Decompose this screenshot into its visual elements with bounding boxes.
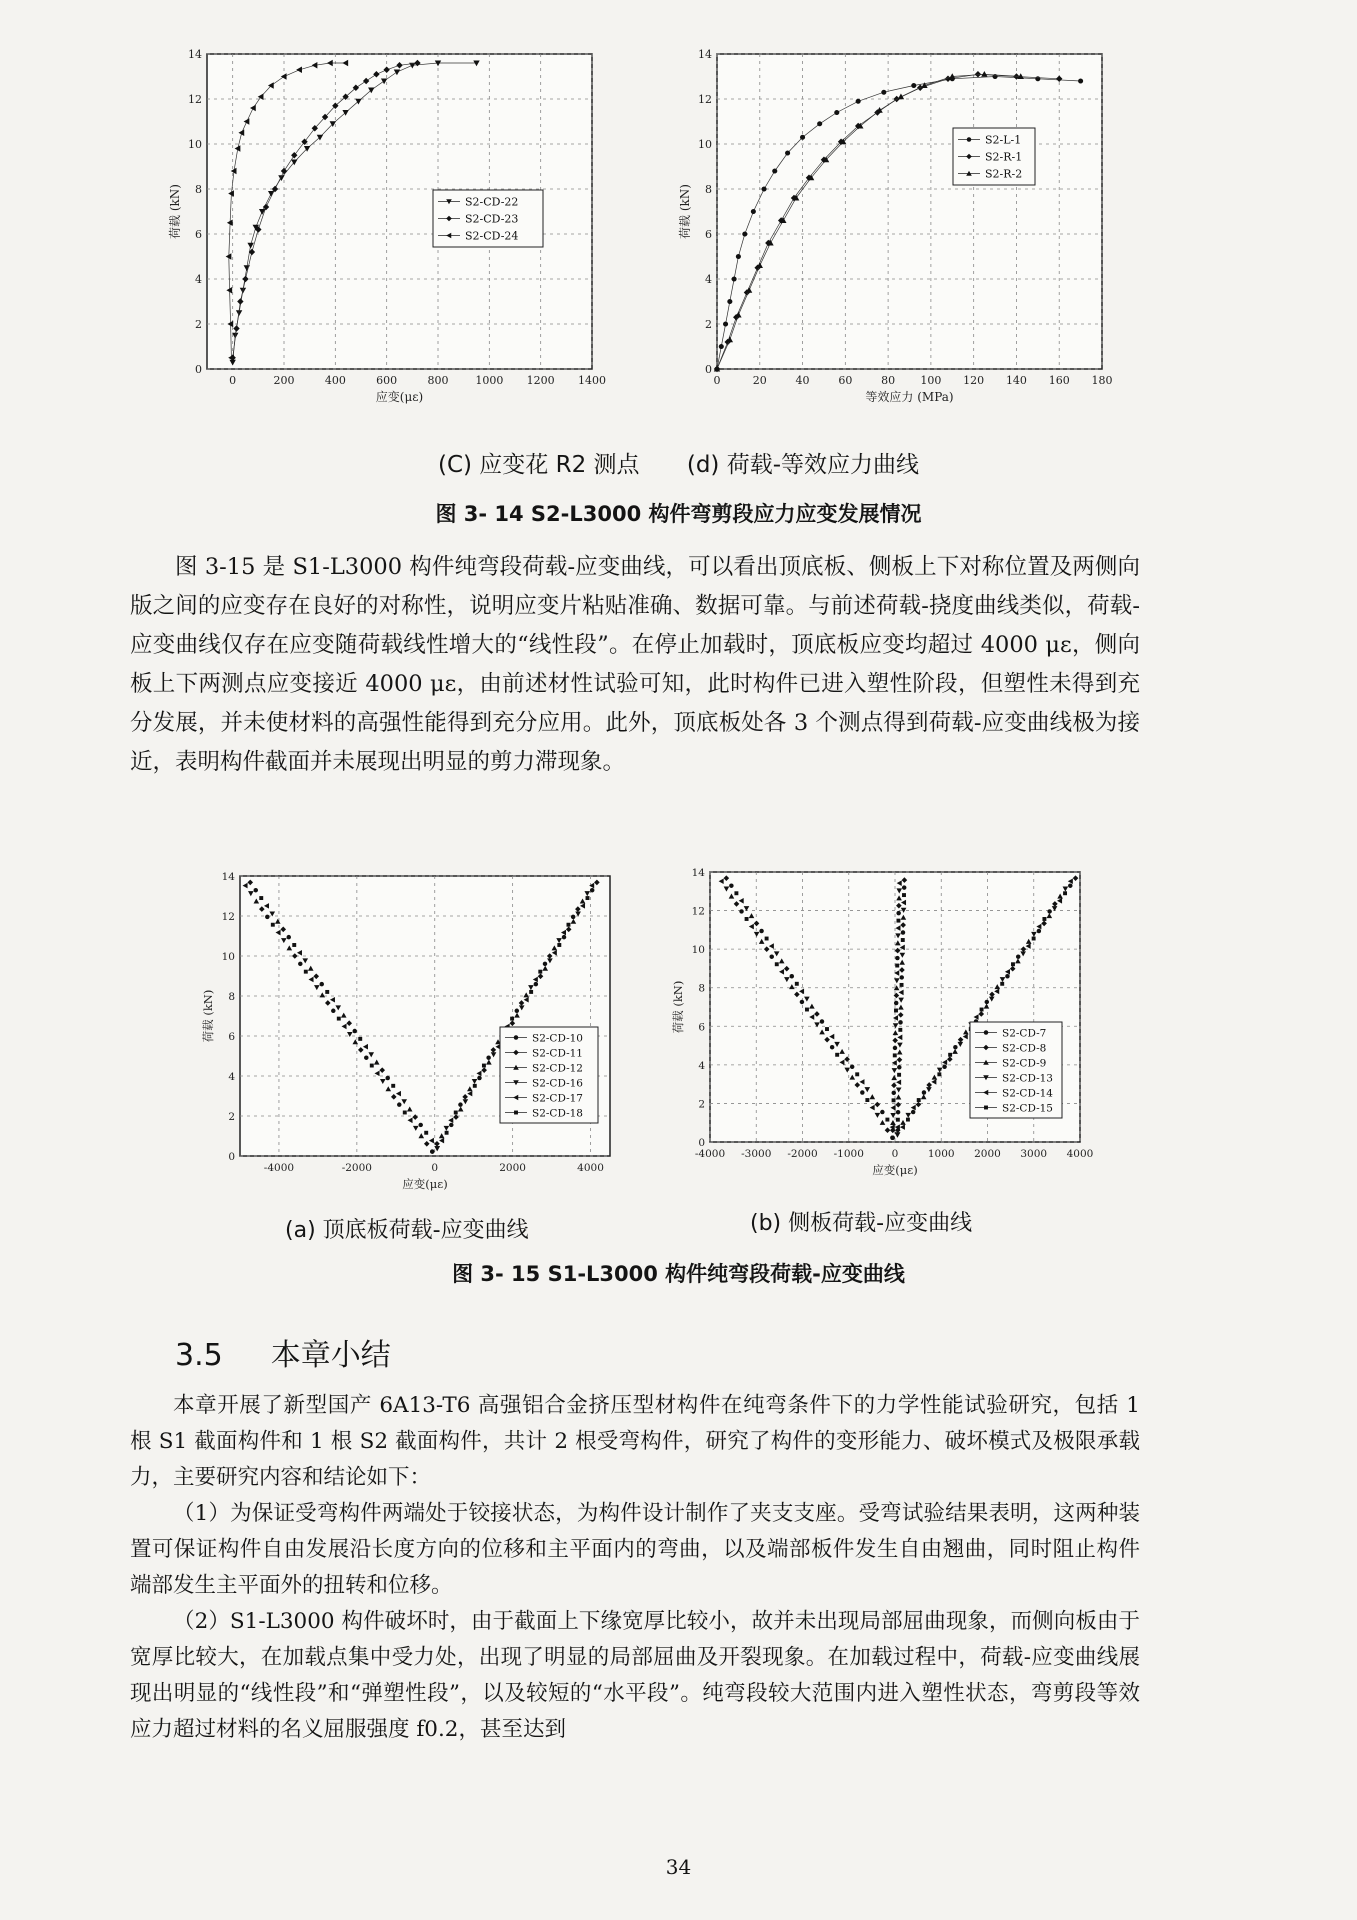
- chart-b-svg: [670, 858, 1094, 1178]
- chart-a-ytick-7: 14: [221, 871, 235, 883]
- chart-a-xtick-3: 2000: [499, 1162, 526, 1174]
- chart-d-ylabel: 荷载 (kN): [678, 184, 692, 239]
- chart-a-point-0-6-0: [397, 1102, 401, 1106]
- chart-d-legend-entry-0: S2-L-1: [985, 133, 1022, 147]
- chart-d-xtick-0: 0: [713, 374, 721, 387]
- chart-d-legend-marker-0: [967, 137, 971, 141]
- chart-b-point-1-29-0: [1042, 917, 1046, 921]
- chart-b-point-2-9-1: [897, 1065, 901, 1069]
- chart-b-point-0-23-0: [775, 962, 779, 966]
- chart-a: [200, 862, 620, 1192]
- chart-a-point-1-20-1: [529, 990, 533, 994]
- chart-a-point-1-6-0: [458, 1102, 462, 1106]
- subcaption-c: (C) 应变花 R2 测点: [437, 452, 640, 478]
- chart-b: [670, 858, 1094, 1178]
- chart-b-legend-entry-3: S2-CD-13: [1002, 1072, 1053, 1085]
- chart-a-xtick-4: 4000: [577, 1162, 604, 1174]
- chart-d-xtick-7: 140: [1005, 374, 1027, 387]
- chart-a-legend: [500, 1027, 598, 1123]
- section-heading: [175, 1330, 391, 1374]
- chart-d-ytick-2: 4: [705, 273, 712, 286]
- chart-b-point-0-14-1: [825, 1027, 829, 1031]
- chart-d-ytick-0: 0: [705, 363, 712, 376]
- chart-a-point-1-27-1: [562, 935, 566, 939]
- chart-a-point-1-3-1: [449, 1123, 453, 1127]
- chart-d-point-0-6: [742, 231, 747, 236]
- chart-d-ytick-7: 14: [698, 48, 712, 61]
- chart-a-ytick-6: 12: [221, 911, 235, 923]
- chart-b-ytick-0: 0: [698, 1137, 705, 1149]
- chart-b-ytick-3: 6: [698, 1021, 705, 1034]
- chart-c-legend: [433, 190, 543, 247]
- chart-d-frame: [717, 54, 1102, 369]
- chart-a-point-0-24-0: [298, 962, 302, 966]
- chart-a-point-0-20-1: [325, 990, 329, 994]
- chart-b-point-0-11-0: [835, 1053, 839, 1057]
- chart-b-point-1-32-1: [1063, 891, 1067, 895]
- chart-a-legend-entry-0: S2-CD-10: [532, 1032, 583, 1045]
- chart-d-point-0-16: [911, 83, 916, 88]
- chart-b-legend-entry-5: S2-CD-15: [1002, 1102, 1053, 1115]
- section-number: 3.5: [175, 1338, 223, 1373]
- chart-b-point-2-18-0: [894, 1001, 898, 1005]
- chart-d: [675, 40, 1115, 410]
- chart-d-point-0-2: [723, 321, 728, 326]
- paragraph-1: [130, 548, 1140, 782]
- paragraph-1-text: 图 3-15 是 S1-L3000 构件纯弯段荷载-应变曲线，可以看出顶底板、侧板上下对称位置及两侧向版之间的应变存在良好的对称性，说明应变片粘贴准确、数据可靠。与前述荷载-挠度曲线类似，荷载-应变曲线仅存在应变随荷载线性增大的“线性段”。在停止加载时，顶底板应变均超过 4000 με，侧向板上下两测点应变接近 4000 με，由前述材性试验可知，此时构件已进入塑性阶段，但塑性未得到充分发展，并未使材料的高强性能得到充分应用。此外，顶底板处各 3 个测点得到荷载-应变曲线极为接近，表明构件截面并未展现出明显的剪力滞现象。: [130, 554, 1140, 775]
- chart-a-ytick-1: 2: [228, 1111, 235, 1123]
- chart-a-xtick-2: 0: [431, 1162, 439, 1174]
- summary-paragraph-1: （1）为保证受弯构件两端处于铰接状态，为构件设计制作了夹支支座。受弯试验结果表明，这两种装置可保证构件自由发展沿长度方向的位移和主平面内的弯曲，以及端部板件发生自由翘曲，同时阻止构件端部发生主平面外的扭转和位移。: [130, 1501, 1140, 1598]
- chart-c: [165, 40, 605, 410]
- chart-a-point-1-29-0: [567, 923, 571, 927]
- chart-c-ylabel: 荷载 (kN): [168, 184, 182, 239]
- chart-b-legend-marker-5: [984, 1106, 988, 1110]
- chart-d-axes: [677, 48, 1113, 404]
- chart-d-ytick-3: 6: [705, 228, 712, 241]
- chart-a-ytick-5: 10: [221, 951, 235, 963]
- chart-a-point-1-18-0: [515, 1009, 519, 1013]
- figure-3-15-caption: 图 3- 15 S1-L3000 构件纯弯段荷载-应变曲线: [452, 1262, 905, 1286]
- chart-a-point-0-2-1: [424, 1131, 428, 1135]
- chart-a-point-0-8-1: [391, 1084, 395, 1088]
- chart-b-point-0-5-0: [865, 1098, 869, 1102]
- chart-d-point-0-8: [761, 186, 766, 191]
- chart-d-ytick-4: 8: [705, 183, 712, 196]
- chart-d-point-0-20: [1078, 78, 1083, 83]
- chart-c-xlabel: 应变(με): [375, 390, 424, 404]
- chart-b-point-2-6-0: [892, 1091, 896, 1095]
- chart-a-point-0-26-1: [292, 943, 296, 947]
- chart-a-point-0-18-0: [331, 1009, 335, 1013]
- chart-c-legend-entry-1: S2-CD-23: [465, 212, 519, 226]
- chart-a-legend-marker-0: [514, 1035, 518, 1039]
- chart-a-ytick-2: 4: [228, 1071, 235, 1083]
- chart-b-legend-entry-1: S2-CD-8: [1002, 1042, 1047, 1055]
- chart-a-ytick-0: 0: [228, 1151, 235, 1163]
- chart-b-point-2-24-0: [895, 956, 899, 960]
- chart-a-point-1-9-1: [477, 1076, 481, 1080]
- chart-b-xtick-1: -3000: [741, 1148, 772, 1160]
- chart-d-ytick-1: 2: [705, 318, 712, 331]
- chart-a-point-1-30-0: [571, 915, 575, 919]
- chart-b-point-0-12-0: [830, 1045, 834, 1049]
- chart-a-point-0-14-1: [358, 1037, 362, 1041]
- chart-b-point-0-2-1: [885, 1118, 889, 1122]
- summary-paragraph-2: （2）S1-L3000 构件破坏时，由于截面上下缘宽厚比较小，故并未出现局部屈曲现象，而侧向板由于宽厚比较大，在加载点集中受力处，出现了明显的局部屈曲及开裂现象。在加载过程中，荷载-应变曲线展现出明显的“线性段”和“弹塑性段”，以及较短的“水平段”。纯弯段较大范围内进入塑性状态，弯剪段等效应力超过材料的名义屈服强度 f0.2，甚至达到: [130, 1609, 1140, 1742]
- page-number: 34: [665, 1855, 692, 1879]
- chart-b-xtick-3: -1000: [833, 1148, 864, 1160]
- chart-b-point-2-15-1: [898, 1020, 902, 1024]
- chart-a-ytick-4: 8: [228, 991, 235, 1003]
- chart-d-point-0-19: [1035, 76, 1040, 81]
- chart-d-xtick-8: 160: [1048, 374, 1070, 387]
- chart-d-point-0-5: [736, 254, 741, 259]
- chart-b-point-2-11-0: [893, 1053, 897, 1057]
- chart-c-legend-entry-0: S2-CD-22: [465, 195, 519, 209]
- chart-a-point-1-26-1: [557, 943, 561, 947]
- chart-d-point-0-7: [751, 209, 756, 214]
- chart-a-point-0-32-1: [259, 896, 263, 900]
- chart-b-point-1-5-0: [917, 1098, 921, 1102]
- chart-a-legend-entry-3: S2-CD-16: [532, 1077, 583, 1090]
- chart-a-point-1-32-1: [586, 896, 590, 900]
- chart-b-point-2-5-0: [892, 1098, 896, 1102]
- fig14-subcaptions: [0, 446, 1357, 479]
- chart-c-ytick-7: 14: [188, 48, 202, 61]
- chart-a-point-0-12-0: [364, 1055, 368, 1059]
- chart-a-point-0-11-0: [370, 1064, 374, 1068]
- chart-b-point-1-27-1: [1037, 929, 1041, 933]
- chart-a-point-0-23-0: [304, 970, 308, 974]
- subcaption-a: (a) 顶底板荷载-应变曲线: [285, 1218, 529, 1243]
- chart-b-point-1-21-1: [1005, 974, 1009, 978]
- chart-b-point-2-2-1: [896, 1118, 900, 1122]
- chart-a-point-1-21-1: [534, 982, 538, 986]
- chart-b-xtick-4: 0: [891, 1148, 899, 1160]
- chart-b-point-2-14-1: [898, 1028, 902, 1032]
- chart-d-legend: [953, 128, 1035, 185]
- chart-b-legend-entry-4: S2-CD-14: [1002, 1087, 1053, 1100]
- chart-a-point-1-8-1: [473, 1084, 477, 1088]
- chart-d-xtick-3: 60: [838, 374, 853, 387]
- chart-b-point-1-17-0: [980, 1008, 984, 1012]
- chart-a-point-1-17-0: [510, 1017, 514, 1021]
- figure-3-14-caption: 图 3- 14 S2-L3000 构件弯剪段应力应变发展情况: [435, 502, 922, 526]
- chart-c-ytick-5: 10: [188, 138, 202, 151]
- chart-b-ytick-1: 2: [698, 1098, 705, 1111]
- chart-a-point-0-30-0: [265, 915, 269, 919]
- chart-b-point-1-6-0: [922, 1090, 926, 1094]
- chart-a-legend-entry-4: S2-CD-17: [532, 1092, 583, 1105]
- chart-b-point-2-12-0: [893, 1046, 897, 1050]
- chart-b-point-2-8-1: [897, 1073, 901, 1077]
- chart-a-point-0-21-1: [319, 982, 323, 986]
- chart-a-legend-entry-1: S2-CD-11: [532, 1047, 583, 1060]
- chart-b-point-2-32-1: [902, 893, 906, 897]
- chart-b-point-0-15-1: [820, 1019, 824, 1023]
- chart-b-point-1-9-1: [942, 1065, 946, 1069]
- chart-a-point-0-17-0: [337, 1017, 341, 1021]
- chart-d-point-0-10: [785, 150, 790, 155]
- chart-d-point-0-4: [732, 276, 737, 281]
- chart-c-ytick-2: 4: [195, 273, 202, 286]
- chart-b-xlabel: 应变(με): [872, 1163, 918, 1177]
- chart-c-ytick-1: 2: [195, 318, 202, 331]
- chart-b-point-1-3-1: [911, 1110, 915, 1114]
- chart-a-legend-entry-2: S2-CD-12: [532, 1062, 583, 1075]
- chart-b-point-1-33-1: [1068, 883, 1072, 887]
- chart-a-xtick-0: -4000: [263, 1162, 295, 1174]
- chart-c-ytick-0: 0: [195, 363, 202, 376]
- chart-b-point-2-29-0: [896, 919, 900, 923]
- chart-d-xlabel: 等效应力 (MPa): [865, 390, 954, 404]
- chart-c-xtick-7: 1400: [578, 374, 606, 387]
- chart-c-ytick-6: 12: [188, 93, 202, 106]
- chart-b-ytick-2: 4: [698, 1059, 705, 1072]
- chart-b-point-0-24-0: [769, 954, 773, 958]
- chart-b-point-0-17-0: [805, 1008, 809, 1012]
- chart-b-point-2-20-1: [900, 983, 904, 987]
- chart-c-svg: [165, 40, 605, 410]
- chart-c-xtick-4: 800: [427, 374, 449, 387]
- chart-b-xtick-7: 3000: [1020, 1148, 1048, 1160]
- chart-d-point-0-9: [772, 168, 777, 173]
- chart-b-point-2-23-0: [895, 964, 899, 968]
- chart-b-point-0-6-0: [860, 1090, 864, 1094]
- chart-b-point-0-27-1: [759, 929, 763, 933]
- chart-d-xtick-4: 80: [881, 374, 896, 387]
- chart-b-legend-entry-2: S2-CD-9: [1002, 1057, 1047, 1070]
- chart-a-point-0-27-1: [287, 935, 291, 939]
- chart-b-legend-entry-0: S2-CD-7: [1002, 1027, 1047, 1040]
- chart-c-ytick-4: 8: [195, 183, 202, 196]
- chart-b-point-0-21-1: [790, 974, 794, 978]
- chart-b-point-0-30-0: [739, 909, 743, 913]
- chart-b-point-2-3-1: [896, 1110, 900, 1114]
- chart-b-point-1-2-1: [906, 1118, 910, 1122]
- chart-d-point-0-12: [817, 121, 822, 126]
- chart-b-ytick-7: 14: [691, 867, 705, 879]
- chart-b-ytick-4: 8: [698, 982, 705, 995]
- chart-b-point-2-0-0: [890, 1136, 894, 1140]
- chart-d-ytick-5: 10: [698, 138, 712, 151]
- chart-b-xtick-5: 1000: [927, 1148, 955, 1160]
- chart-a-point-1-12-0: [486, 1055, 490, 1059]
- chart-b-point-0-33-1: [729, 883, 733, 887]
- chart-a-point-1-23-0: [538, 970, 542, 974]
- chart-d-point-0-13: [834, 110, 839, 115]
- chart-d-legend-entry-1: S2-R-1: [985, 150, 1023, 164]
- chart-b-point-1-12-0: [953, 1045, 957, 1049]
- chart-b-point-2-26-1: [901, 938, 905, 942]
- chart-b-legend: [970, 1022, 1062, 1118]
- chart-a-point-0-33-1: [254, 888, 258, 892]
- chart-b-point-2-33-1: [902, 885, 906, 889]
- chart-b-point-0-26-1: [765, 937, 769, 941]
- chart-b-point-0-32-1: [734, 891, 738, 895]
- chart-a-point-1-24-0: [543, 962, 547, 966]
- chart-b-point-1-30-0: [1047, 909, 1051, 913]
- chart-d-xtick-2: 40: [795, 374, 810, 387]
- chart-c-xtick-6: 1200: [526, 374, 555, 387]
- chart-a-point-1-5-0: [454, 1111, 458, 1115]
- chart-c-xtick-1: 200: [273, 374, 295, 387]
- chart-d-point-0-11: [800, 135, 805, 140]
- chart-b-point-2-21-1: [900, 975, 904, 979]
- chart-d-ytick-6: 12: [698, 93, 712, 106]
- chart-b-legend-marker-0: [984, 1030, 988, 1034]
- chart-b-point-2-17-0: [894, 1009, 898, 1013]
- section-title: 本章小结: [270, 1338, 391, 1373]
- chart-a-xtick-1: -2000: [341, 1162, 372, 1174]
- chart-b-point-0-8-1: [855, 1072, 859, 1076]
- chart-c-legend-entry-2: S2-CD-24: [465, 229, 519, 243]
- chart-a-ytick-3: 6: [228, 1031, 235, 1043]
- chart-b-point-0-20-1: [795, 982, 799, 986]
- chart-a-point-1-2-1: [445, 1131, 449, 1135]
- chart-a-point-0-3-1: [418, 1123, 422, 1127]
- chart-a-xlabel: 应变(με): [402, 1177, 448, 1191]
- subcaption-b: (b) 侧板荷载-应变曲线: [750, 1211, 973, 1236]
- chart-a-legend-marker-5: [514, 1111, 518, 1115]
- chart-b-point-0-9-1: [850, 1065, 854, 1069]
- chart-a-svg: [200, 862, 620, 1192]
- chart-b-point-1-18-0: [985, 1000, 989, 1004]
- chart-d-svg: [675, 40, 1115, 410]
- chart-c-xtick-0: 0: [229, 374, 237, 387]
- chart-c-ytick-3: 6: [195, 228, 202, 241]
- chart-a-ylabel: 荷载 (kN): [201, 989, 215, 1043]
- chart-c-xtick-2: 400: [324, 374, 346, 387]
- chart-d-xtick-6: 120: [963, 374, 985, 387]
- chart-b-point-2-27-1: [901, 930, 905, 934]
- chart-d-xtick-5: 100: [920, 374, 942, 387]
- chart-b-point-2-30-0: [896, 911, 900, 915]
- chart-b-xtick-2: -2000: [787, 1148, 818, 1160]
- chart-d-point-0-1: [719, 344, 724, 349]
- chart-c-xtick-3: 600: [376, 374, 398, 387]
- summary-paragraph-0: 本章开展了新型国产 6A13-T6 高强铝合金挤压型材构件在纯弯条件下的力学性能试验研究，包括 1 根 S1 截面构件和 1 根 S2 截面构件，共计 2 根受弯构件，研究了构件的变形能力、破坏模式及极限承载力，主要研究内容和结论如下：: [130, 1393, 1140, 1490]
- subcaption-d: (d) 荷载-等效应力曲线: [686, 452, 920, 478]
- chart-b-xtick-8: 4000: [1066, 1148, 1094, 1160]
- chart-a-point-0-5-0: [403, 1111, 407, 1115]
- chart-b-point-1-24-0: [1016, 954, 1020, 958]
- chart-b-xtick-6: 2000: [974, 1148, 1001, 1160]
- chart-b-point-1-23-0: [1011, 962, 1015, 966]
- chart-a-point-0-29-0: [271, 923, 275, 927]
- chart-a-point-1-0-0: [430, 1149, 434, 1153]
- chart-d-point-0-14: [856, 99, 861, 104]
- chart-c-xtick-5: 1000: [475, 374, 504, 387]
- chart-b-point-1-26-1: [1032, 937, 1036, 941]
- chart-d-xtick-1: 20: [752, 374, 767, 387]
- chart-b-point-0-18-0: [800, 1000, 804, 1004]
- chart-d-point-0-15: [881, 90, 886, 95]
- chart-b-ytick-5: 10: [691, 944, 705, 957]
- chart-b-ytick-6: 12: [691, 905, 705, 918]
- chart-b-point-1-8-1: [937, 1072, 941, 1076]
- chart-a-point-1-33-1: [590, 888, 594, 892]
- chart-a-point-0-15-1: [352, 1029, 356, 1033]
- chart-b-point-1-11-0: [948, 1053, 952, 1057]
- chart-b-point-0-29-0: [745, 917, 749, 921]
- summary: [130, 1388, 1140, 1748]
- chart-d-point-0-3: [727, 299, 732, 304]
- chart-a-point-0-9-1: [385, 1076, 389, 1080]
- chart-a-legend-entry-5: S2-CD-18: [532, 1107, 583, 1120]
- chart-d-xtick-9: 180: [1091, 374, 1113, 387]
- chart-b-point-1-20-1: [1000, 982, 1004, 986]
- chart-b-xtick-0: -4000: [694, 1148, 726, 1160]
- chart-d-legend-entry-2: S2-R-2: [985, 167, 1023, 181]
- chart-b-ylabel: 荷载 (kN): [671, 980, 685, 1034]
- chart-b-point-0-3-1: [880, 1110, 884, 1114]
- chart-a-point-1-11-0: [482, 1064, 486, 1068]
